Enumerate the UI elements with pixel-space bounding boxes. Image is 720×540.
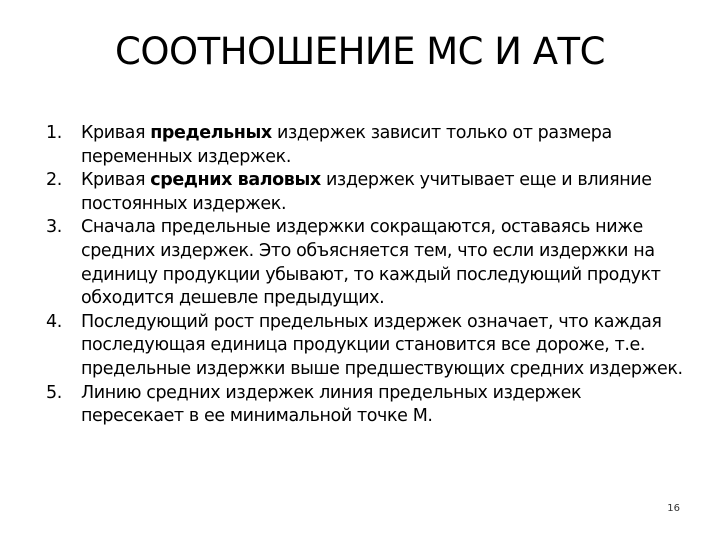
list-item — [46, 169, 686, 216]
list-item — [46, 382, 686, 429]
list-item-text-end: издержек учитывает еще и влияние постоянных издержек. — [81, 170, 652, 214]
list-item-text: Сначала предельные издержки сокращаются, оставаясь ниже средних издержек. Это объясняется тем, что если издержки на единицу продукции убывают, то каждый последующий продукт обходится дешевле предыдущих. — [81, 217, 661, 309]
list-item — [46, 311, 686, 382]
list-item-number: 4. — [46, 311, 62, 332]
list-item — [46, 216, 686, 310]
list-item-text-end: издержек зависит только от размера переменных издержек. — [81, 123, 612, 167]
list-item-number: 3. — [46, 217, 62, 238]
list-item — [46, 122, 686, 169]
list-item-bold-term: предельных — [150, 123, 272, 143]
list-item-text: Последующий рост предельных издержек означает, что каждая последующая единица продукции становится все дороже, т.е. предельные издержки выше предшествующих средних издержек. — [81, 311, 683, 379]
list-item-text-start: Кривая — [81, 170, 151, 191]
list-item-text-start: Кривая — [81, 123, 151, 143]
list-item-number: 1. — [46, 123, 62, 143]
list-item-number: 5. — [46, 382, 62, 403]
numbered-list — [46, 122, 686, 429]
page-number: 16 — [667, 503, 680, 514]
list-item-text: Линию средних издержек линия предельных издержек пересекает в ее минимальной точке М. — [81, 382, 582, 427]
list-item-bold-term: средних валовых — [150, 170, 321, 191]
list-item-number: 2. — [46, 170, 62, 191]
slide-title: СООТНОШЕНИЕ МС И АТС — [115, 30, 605, 73]
